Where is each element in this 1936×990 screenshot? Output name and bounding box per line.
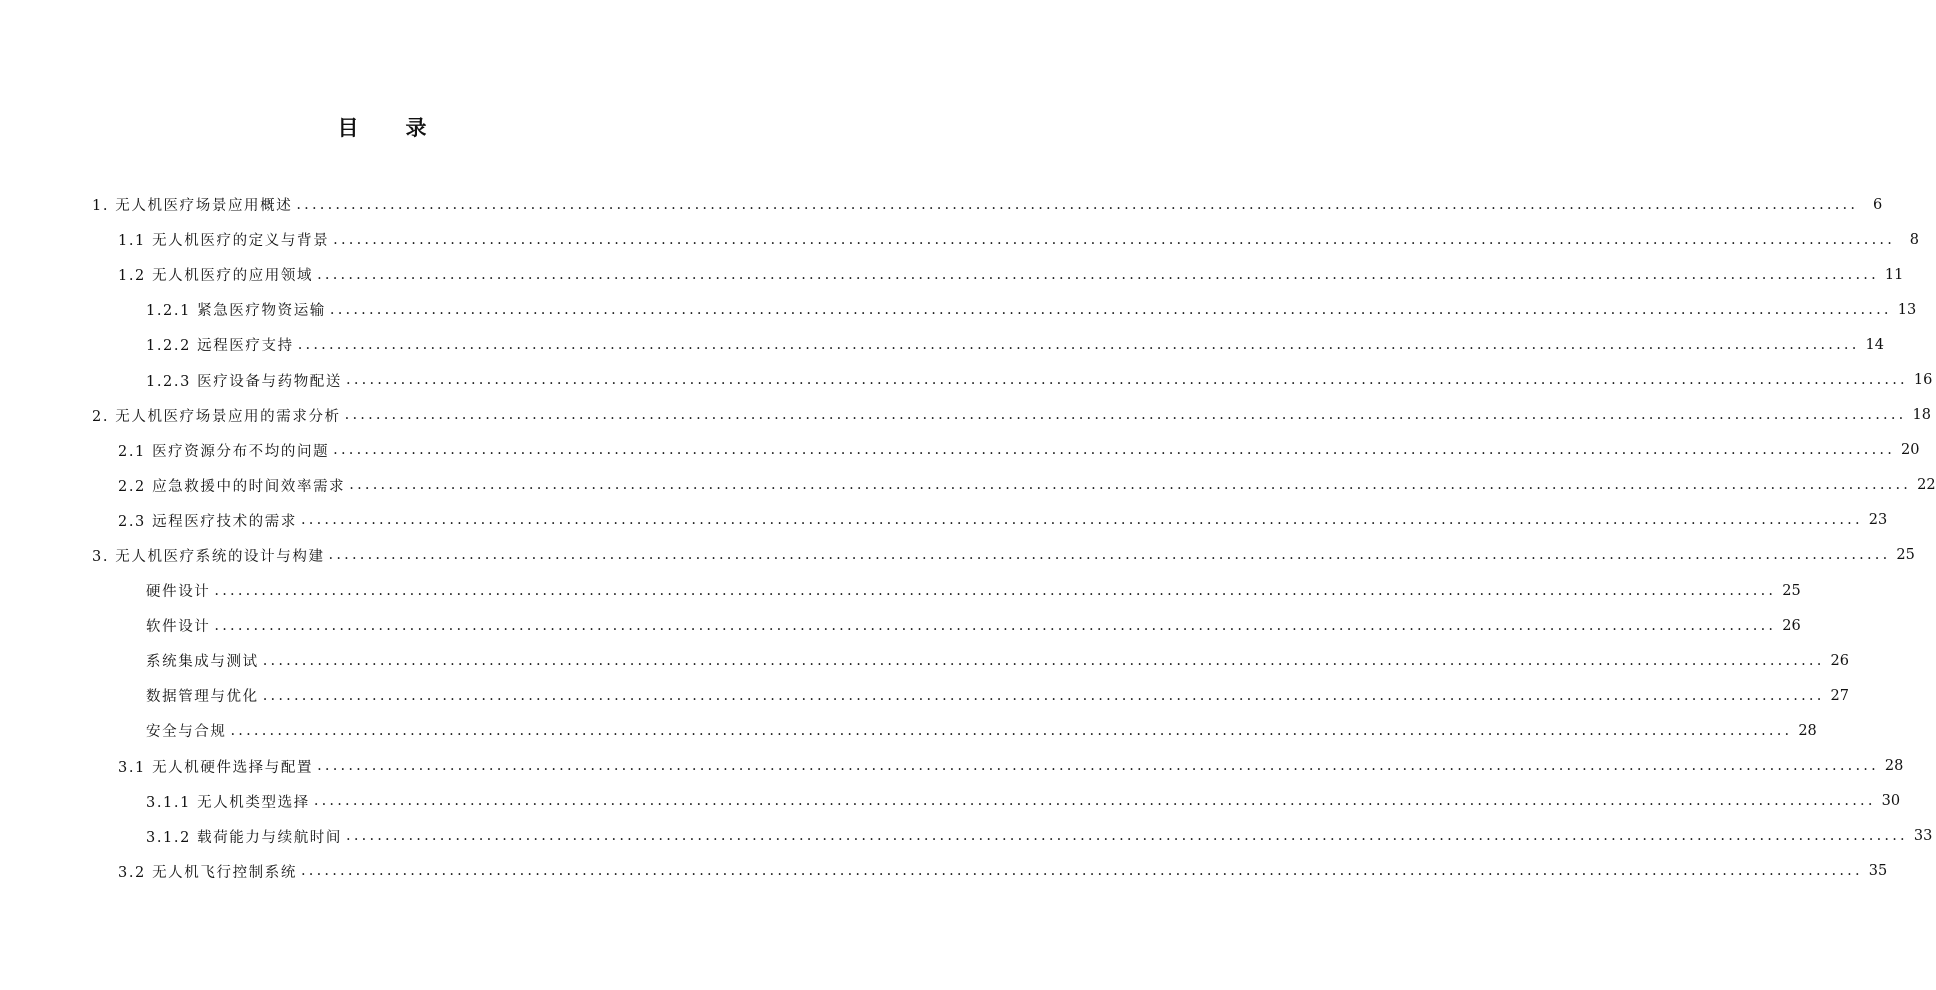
- toc-leader-dots: ........................................................................................................................................................................................................: [317, 758, 1879, 775]
- toc-leader-dots: ........................................................................................................................................................................................................: [349, 477, 1912, 494]
- toc-entry[interactable]: [0, 573, 1801, 608]
- toc-leader-dots: ........................................................................................................................................................................................................: [317, 266, 1879, 283]
- toc-page-number: 26: [1782, 617, 1801, 634]
- toc-leader-dots: ........................................................................................................................................................................................................: [297, 336, 1860, 353]
- toc-page-number: 8: [1909, 231, 1919, 248]
- toc-entry-label: 1.2 无人机医疗的应用领域: [118, 268, 314, 285]
- toc-page-number: 14: [1865, 336, 1884, 353]
- toc-leader-dots: ........................................................................................................................................................................................................: [300, 863, 1863, 880]
- toc-entry-label: 2.3 远程医疗技术的需求: [118, 513, 297, 530]
- toc-leader-dots: ........................................................................................................................................................................................................: [313, 793, 1876, 810]
- toc-page-number: 20: [1901, 442, 1920, 459]
- toc-page-number: 22: [1917, 477, 1936, 494]
- toc-page-number: 6: [1872, 196, 1883, 213]
- toc-title-char-1: 目: [337, 116, 360, 140]
- toc-page-number: 11: [1884, 266, 1904, 283]
- toc-entry[interactable]: [0, 187, 1883, 222]
- toc-entry[interactable]: [0, 819, 1933, 854]
- toc-entry-label: 3.1.2 载荷能力与续航时间: [146, 829, 343, 846]
- toc-entry-label: 硬件设计: [146, 584, 211, 601]
- toc-entry[interactable]: [0, 538, 1915, 573]
- toc-leader-dots: ........................................................................................................................................................................................................: [214, 617, 1777, 634]
- toc-page-number: 25: [1782, 582, 1801, 599]
- toc-leader-dots: ........................................................................................................................................................................................................: [333, 442, 1895, 459]
- toc-entry[interactable]: [0, 784, 1901, 819]
- toc-leader-dots: ........................................................................................................................................................................................................: [262, 652, 1825, 669]
- toc-entry-label: 3.1 无人机硬件选择与配置: [118, 759, 314, 776]
- toc-leader-dots: ........................................................................................................................................................................................................: [214, 582, 1777, 599]
- toc-entry-label: 1.2.1 紧急医疗物资运输: [146, 303, 326, 320]
- toc-page-number: 16: [1913, 372, 1933, 389]
- toc-title-char-2: 录: [405, 116, 428, 140]
- toc-entry-label: 3. 无人机医疗系统的设计与构建: [92, 548, 325, 565]
- toc-entry[interactable]: [0, 398, 1931, 433]
- toc-page-number: 25: [1896, 547, 1915, 564]
- toc-entry-label: 1.2.3 医疗设备与药物配送: [146, 373, 343, 390]
- toc-page-number: 26: [1830, 652, 1849, 669]
- toc-leader-dots: ........................................................................................................................................................................................................: [344, 407, 1907, 424]
- toc-entry[interactable]: [0, 749, 1904, 784]
- toc-entry-label: 1.1 无人机医疗的定义与背景: [118, 233, 330, 250]
- toc-leader-dots: ........................................................................................................................................................................................................: [346, 372, 1908, 389]
- toc-page-number: 23: [1868, 512, 1888, 529]
- toc-page-number: 18: [1912, 407, 1931, 424]
- toc-page-number: 33: [1913, 828, 1933, 845]
- toc-entry-label: 2.1 医疗资源分布不均的问题: [118, 443, 330, 460]
- toc-leader-dots: ........................................................................................................................................................................................................: [296, 196, 1859, 213]
- toc-leader-dots: ........................................................................................................................................................................................................: [346, 828, 1908, 845]
- toc-leader-dots: ........................................................................................................................................................................................................: [300, 512, 1863, 529]
- toc-entry[interactable]: [0, 643, 1849, 678]
- toc-entry-label: 2.2 应急救援中的时间效率需求: [118, 478, 346, 495]
- toc-entry[interactable]: [0, 468, 1936, 503]
- toc-leader-dots: ........................................................................................................................................................................................................: [333, 231, 1895, 248]
- toc-entry[interactable]: [0, 362, 1933, 397]
- toc-leader-dots: ........................................................................................................................................................................................................: [328, 547, 1891, 564]
- toc-entry[interactable]: [0, 503, 1888, 538]
- toc-entry[interactable]: [0, 257, 1904, 292]
- toc-entry-label: 安全与合规: [146, 724, 227, 741]
- toc-entry-label: 系统集成与测试: [146, 654, 259, 671]
- toc-entry[interactable]: [0, 433, 1920, 468]
- toc-entry-label: 2. 无人机医疗场景应用的需求分析: [92, 408, 341, 425]
- toc-page-number: 27: [1830, 687, 1849, 704]
- toc-entry-label: 1.2.2 远程医疗支持: [146, 338, 294, 355]
- toc-page-number: 30: [1881, 793, 1901, 810]
- table-of-contents: [0, 187, 1936, 889]
- toc-title: [0, 112, 765, 142]
- toc-leader-dots: ........................................................................................................................................................................................................: [230, 722, 1793, 739]
- toc-leader-dots: ........................................................................................................................................................................................................: [262, 687, 1825, 704]
- toc-entry-label: 3.2 无人机飞行控制系统: [118, 864, 297, 881]
- toc-entry[interactable]: [0, 222, 1919, 257]
- toc-entry[interactable]: [0, 854, 1888, 889]
- toc-page-number: 28: [1798, 722, 1817, 739]
- toc-entry-label: 软件设计: [146, 619, 211, 636]
- toc-entry-label: 数据管理与优化: [146, 689, 259, 706]
- toc-entry-label: 1. 无人机医疗场景应用概述: [92, 198, 293, 215]
- toc-entry-label: 3.1.1 无人机类型选择: [146, 794, 310, 811]
- toc-entry[interactable]: [0, 608, 1801, 643]
- toc-page-number: 28: [1884, 758, 1904, 775]
- toc-entry[interactable]: [0, 292, 1917, 327]
- toc-leader-dots: ........................................................................................................................................................................................................: [329, 301, 1892, 318]
- toc-page-number: 13: [1897, 301, 1917, 318]
- toc-entry[interactable]: [0, 713, 1817, 748]
- toc-entry[interactable]: [0, 678, 1849, 713]
- toc-entry[interactable]: [0, 327, 1884, 362]
- toc-page-number: 35: [1868, 863, 1888, 880]
